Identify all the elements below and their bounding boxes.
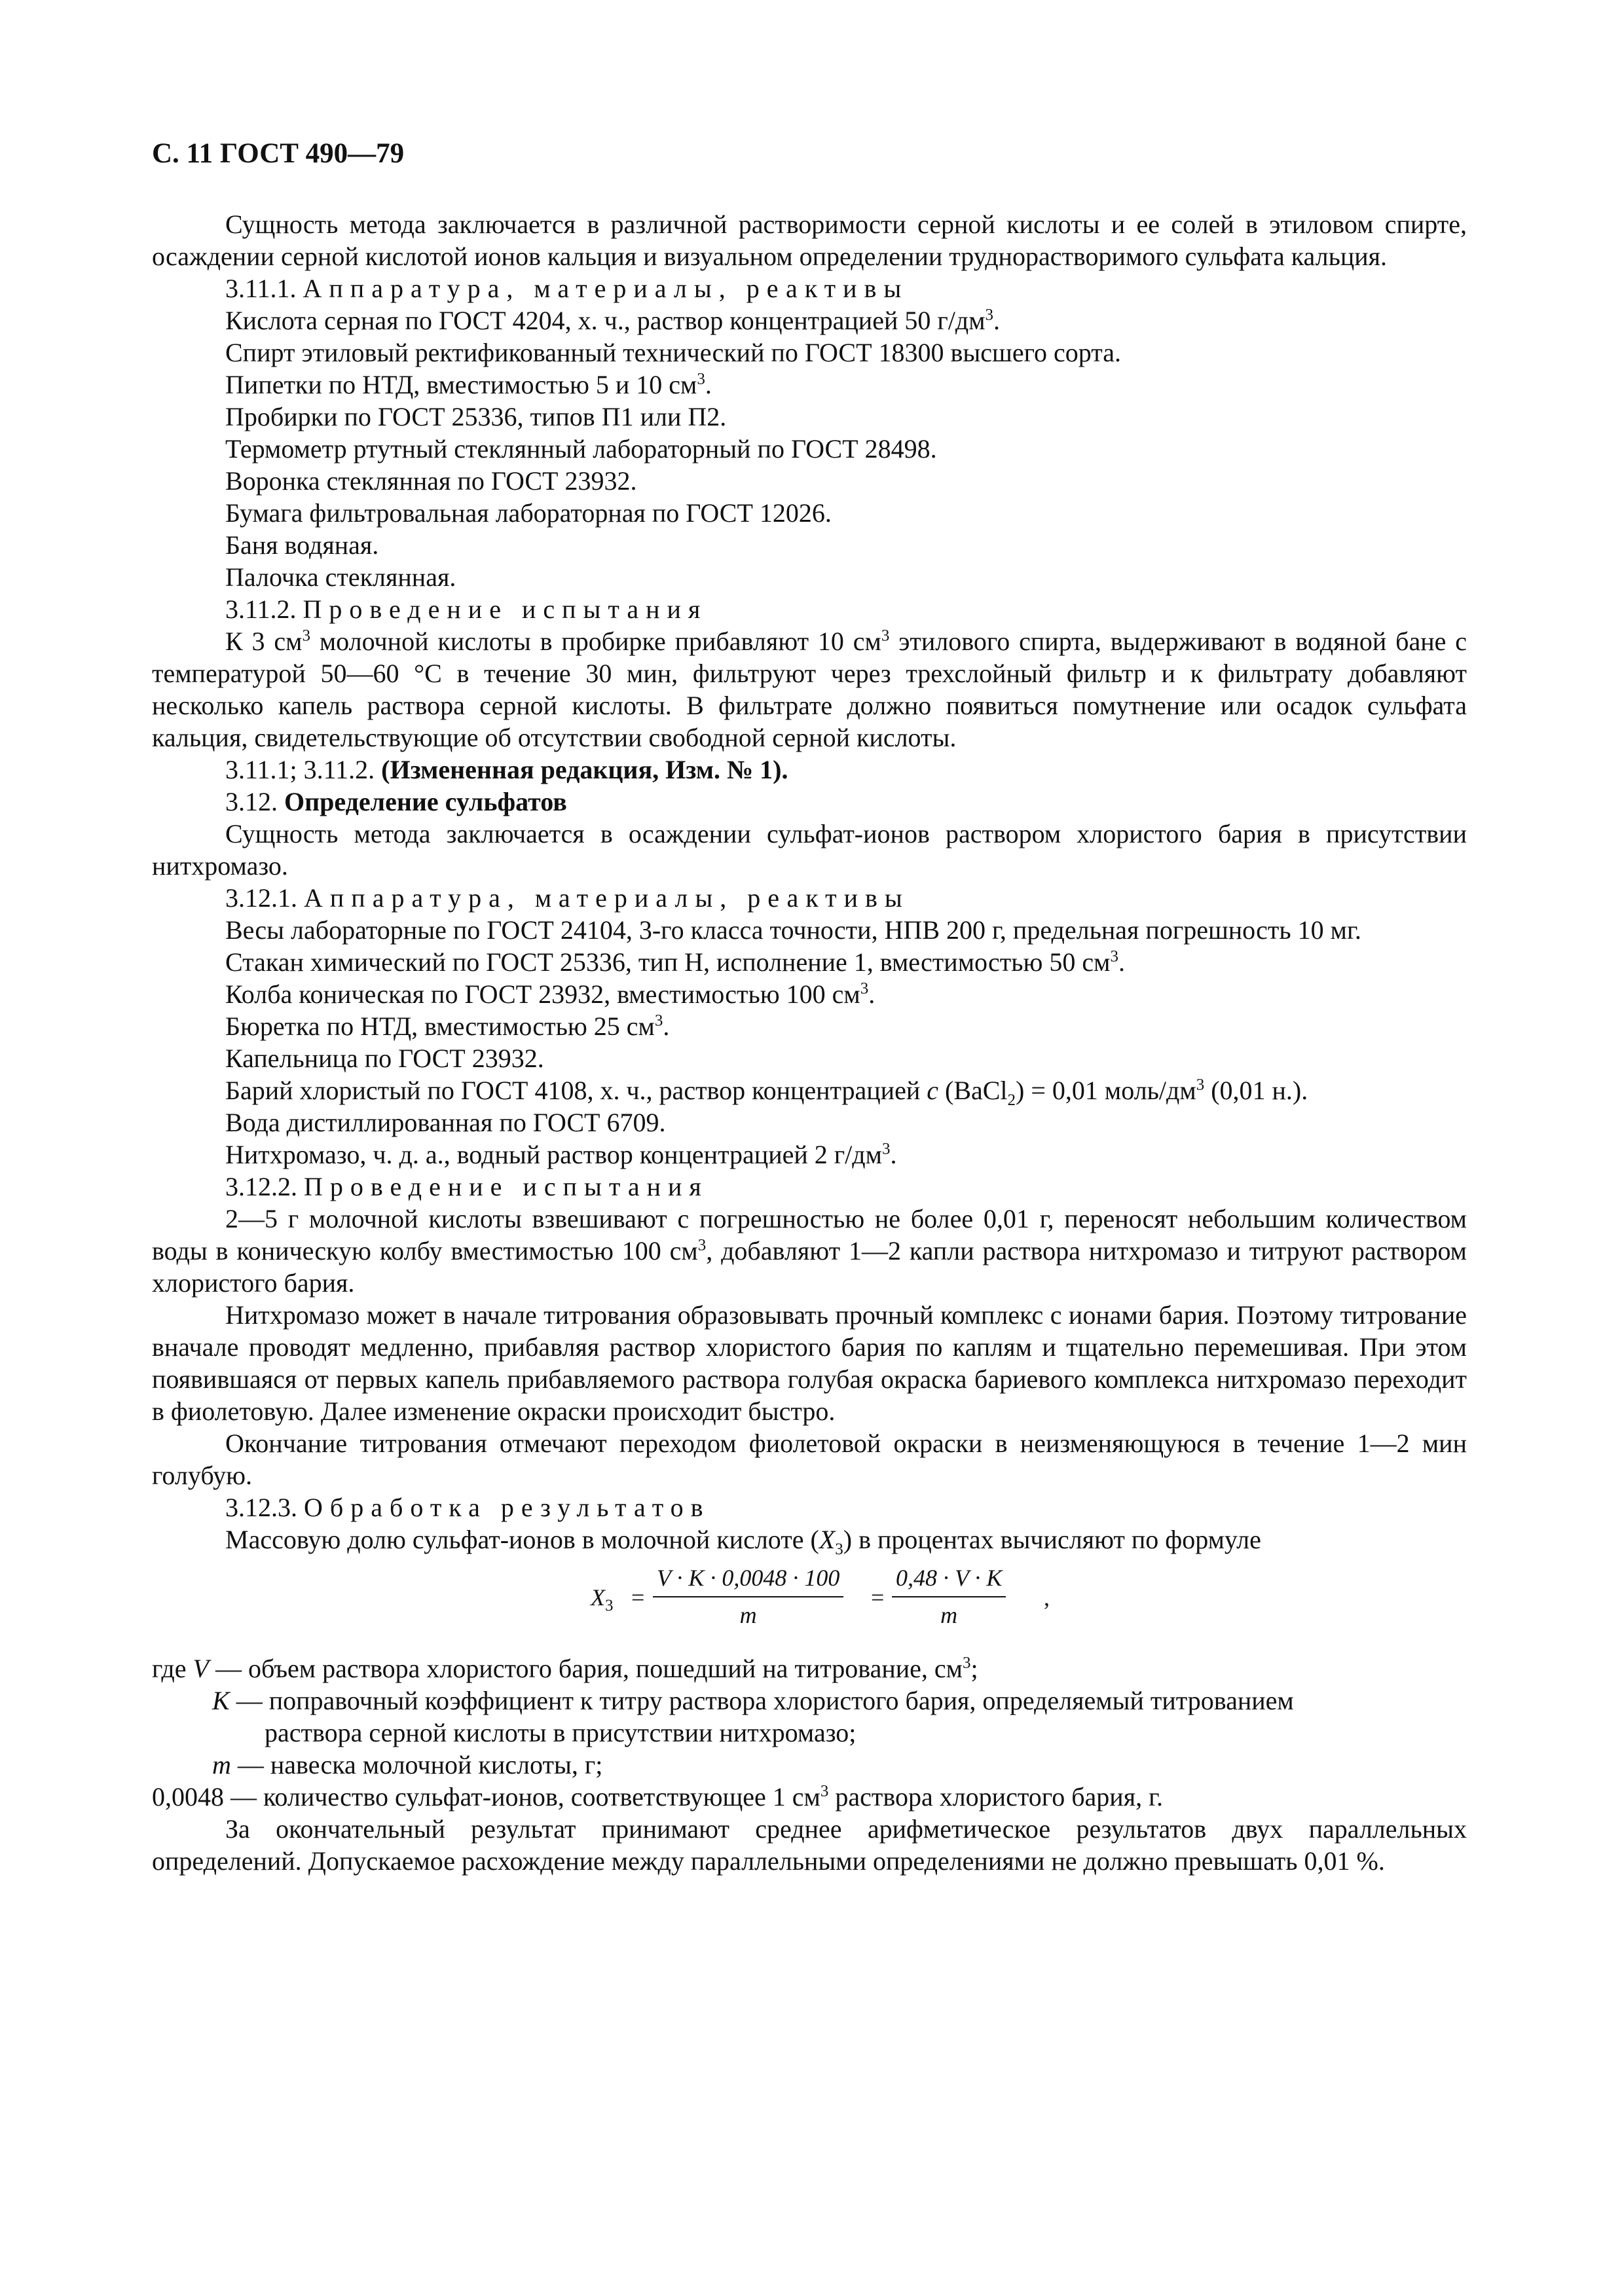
definition-constant: 0,0048 — количество сульфат-ионов, соответствующее 1 $см^3$ раствора хлористого бария, г. bbox=[152, 1782, 1164, 1812]
section-3-12-2-heading: 3.12.2. Проведение испытания bbox=[225, 1172, 709, 1201]
list-item: Бумага фильтровальная лабораторная по ГОСТ 12026. bbox=[225, 498, 832, 528]
section-3-12-2-paragraph: 2—5 г молочной кислоты взвешивают с погрешностью не более 0,01 г, переносят небольшим количеством воды в коническую колбу вместимостью 100 $см^3$, добавляют 1—2 капли раствора нитхромазо и титруют раствором хлористого бария. bbox=[152, 1204, 1467, 1298]
section-3-12-2-paragraph: Нитхромазо может в начале титрования образовывать прочный комплекс с ионами бария. Поэтому титрование вначале проводят медленно, прибавляя раствор хлористого бария по каплям и тщательно перемешивая. При этом появившаяся от первых капель прибавляемого раствора голубая окраска бариевого комплекса нитхромазо переходит в фиолетовую. Далее изменение окраски происходит быстро. bbox=[152, 1300, 1467, 1426]
section-3-11-1-heading: 3.11.1. Аппаратура, материалы, реактивы bbox=[225, 274, 909, 303]
definition-m: m — навеска молочной кислоты, г; bbox=[212, 1750, 603, 1779]
list-item: Колба коническая по ГОСТ 23932, вместимостью 100 $см^3$. bbox=[225, 979, 876, 1009]
list-item: Баня водяная. bbox=[225, 530, 379, 560]
list-item: Воронка стеклянная по ГОСТ 23932. bbox=[225, 466, 637, 496]
section-3-12-text: Сущность метода заключается в осаждении сульфат-ионов раствором хлористого бария в присутствии нитхромазо. bbox=[152, 819, 1467, 881]
formula-fraction-1: $\frac{V \cdot K \cdot 0,0048 \cdot 100}{m}$ bbox=[653, 1562, 843, 1631]
formula-fraction-2: $\frac{0,48 \cdot V \cdot K}{m}$ bbox=[892, 1562, 1006, 1631]
list-item: Пипетки по НТД, вместимостью 5 и 10 $см^3$. bbox=[225, 370, 712, 399]
list-item: Пробирки по ГОСТ 25336, типов П1 или П2. bbox=[225, 402, 727, 431]
formula-equals: = bbox=[631, 1584, 645, 1611]
list-item: Нитхромазо, ч. д. а., водный раствор концентрацией 2 $г/дм^3$. bbox=[225, 1140, 897, 1169]
page-header: С. 11 ГОСТ 490—79 bbox=[152, 138, 405, 169]
list-item: Стакан химический по ГОСТ 25336, тип Н, исполнение 1, вместимостью 50 $см^3$. bbox=[225, 947, 1125, 977]
section-3-12-3-text: Массовую долю сульфат-ионов в молочной кислоте $(X_3)$ в процентах вычисляют по формуле bbox=[225, 1525, 1261, 1558]
section-3-12-3-heading: 3.12.3. Обработка результатов bbox=[225, 1493, 710, 1522]
formula-equals: = bbox=[871, 1584, 885, 1611]
list-item: Барий хлористый по ГОСТ 4108, х. ч., раствор концентрацией c (BaCl$_2$) = 0,01 моль/$дм^3$ (0,01 н.). bbox=[225, 1076, 1308, 1109]
definition-v: где V — объем раствора хлористого бария, пошедший на титрование, $см^3$; bbox=[152, 1654, 978, 1683]
formula-definitions bbox=[152, 1652, 1467, 1813]
document-body bbox=[152, 208, 1467, 1877]
list-item: Бюретка по НТД, вместимостью 25 $см^3$. bbox=[225, 1011, 670, 1041]
formula-comma: , bbox=[1044, 1584, 1050, 1611]
definition-k-continued: раствора серной кислоты в присутствии нитхромазо; bbox=[265, 1718, 857, 1747]
revision-note: 3.11.1; 3.11.2. (Измененная редакция, Изм. № 1). bbox=[225, 755, 788, 784]
section-3-11-2-text: К 3 $см^3$ молочной кислоты в пробирке прибавляют 10 $см^3$ этилового спирта, выдерживают в водяной бане с температурой 50—60 °С в течение 30 мин, фильтруют через трехслойный фильтр и к фильтрату добавляют несколько капель раствора серной кислоты. В фильтрате должно появиться помутнение или осадок сульфата кальция, свидетельствующие об отсутствии свободной серной кислоты. bbox=[152, 627, 1467, 752]
section-3-12-heading: 3.12. Определение сульфатов bbox=[225, 787, 567, 816]
list-item: Кислота серная по ГОСТ 4204, х. ч., раствор концентрацией 50 $г/дм^3$. bbox=[225, 306, 1001, 335]
list-item: Палочка стеклянная. bbox=[225, 562, 456, 592]
list-item: Вода дистиллированная по ГОСТ 6709. bbox=[225, 1108, 666, 1137]
intro-paragraph: Сущность метода заключается в различной растворимости серной кислоты и ее солей в этиловом спирте, осаждении серной кислотой ионов кальция и визуальном определении труднорастворимого сульфата кальция. bbox=[152, 210, 1467, 271]
list-item: Термометр ртутный стеклянный лабораторный по ГОСТ 28498. bbox=[225, 434, 937, 464]
section-3-12-1-heading: 3.12.1. Аппаратура, материалы, реактивы bbox=[225, 883, 910, 913]
definition-k: K — поправочный коэффициент к титру раствора хлористого бария, определяемый титрованием bbox=[212, 1686, 1294, 1715]
formula-lhs: $X_3$ bbox=[591, 1584, 614, 1615]
section-3-11-2-heading: 3.11.2. Проведение испытания bbox=[225, 594, 708, 624]
list-item: Спирт этиловый ректификованный технический по ГОСТ 18300 высшего сорта. bbox=[225, 338, 1121, 367]
section-3-12-2-paragraph: Окончание титрования отмечают переходом фиолетовой окраски в неизменяющуюся в течение 1—2 мин голубую. bbox=[152, 1429, 1467, 1490]
final-paragraph: За окончательный результат принимают среднее арифметическое результатов двух параллельных определений. Допускаемое расхождение между параллельными определениями не должно превышать 0,01 %. bbox=[152, 1814, 1467, 1876]
list-item: Весы лабораторные по ГОСТ 24104, 3-го класса точности, НПВ 200 г, предельная погрешность 10 мг. bbox=[225, 915, 1361, 945]
list-item: Капельница по ГОСТ 23932. bbox=[225, 1044, 544, 1073]
formula bbox=[152, 1562, 1467, 1635]
